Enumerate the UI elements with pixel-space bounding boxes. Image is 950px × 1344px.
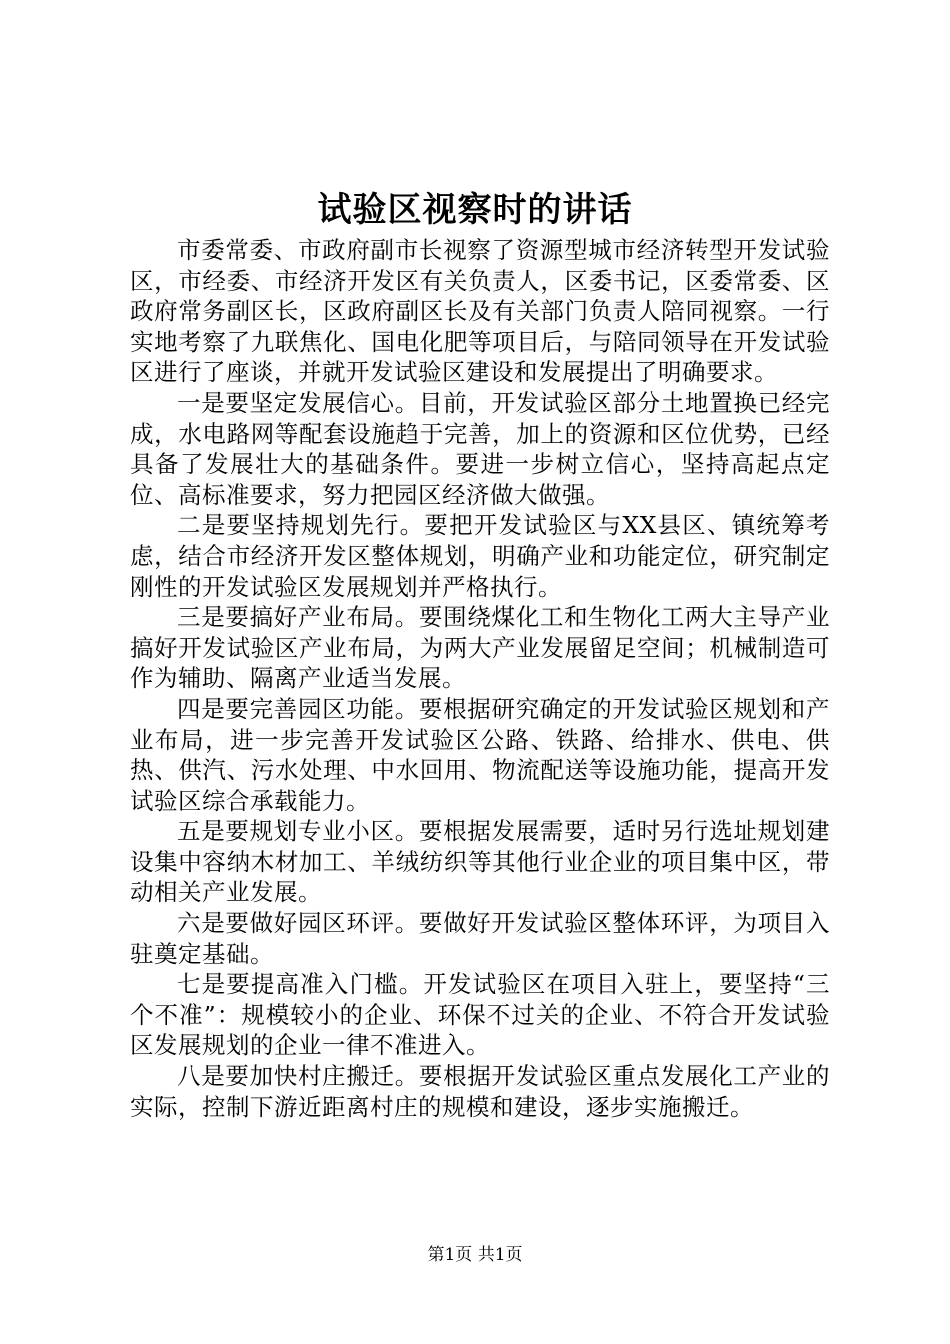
paragraph: 二是要坚持规划先行。要把开发试验区与XX县区、镇统筹考虑，结合市经济开发区整体规划，明确产业和功能定位，研究制定刚性的开发试验区发展规划并严格执行。 bbox=[130, 511, 830, 601]
document-title: 试验区视察时的讲话 bbox=[317, 190, 633, 230]
paragraph: 五是要规划专业小区。要根据发展需要，适时另行选址规划建设集中容纳木材加工、羊绒纺织等其他行业企业的项目集中区，带动相关产业发展。 bbox=[130, 817, 830, 907]
document-body bbox=[130, 235, 830, 1122]
paragraph: 四是要完善园区功能。要根据研究确定的开发试验区规划和产业布局，进一步完善开发试验区公路、铁路、给排水、供电、供热、供汽、污水处理、中水回用、物流配送等设施功能，提高开发试验区综合承载能力。 bbox=[130, 694, 830, 815]
paragraph: 六是要做好园区环评。要做好开发试验区整体环评，为项目入驻奠定基础。 bbox=[130, 909, 830, 968]
paragraph: 七是要提高准入门槛。开发试验区在项目入驻上，要坚持“三个不准”：规模较小的企业、环保不过关的企业、不符合开发试验区发展规划的企业一律不准进入。 bbox=[130, 970, 830, 1060]
page-footer: 第1页 共1页 bbox=[427, 1245, 523, 1265]
paragraph: 一是要坚定发展信心。目前，开发试验区部分土地置换已经完成，水电路网等配套设施趋于完善，加上的资源和区位优势，已经具备了发展壮大的基础条件。要进一步树立信心，坚持高起点定位、高标准要求，努力把园区经济做大做强。 bbox=[130, 388, 830, 509]
paragraph: 三是要搞好产业布局。要围绕煤化工和生物化工两大主导产业搞好开发试验区产业布局，为两大产业发展留足空间；机械制造可作为辅助、隔离产业适当发展。 bbox=[130, 603, 830, 693]
paragraph: 市委常委、市政府副市长视察了资源型城市经济转型开发试验区，市经委、市经济开发区有关负责人，区委书记，区委常委、区政府常务副区长，区政府副区长及有关部门负责人陪同视察。一行实地考察了九联焦化、国电化肥等项目后，与陪同领导在开发试验区进行了座谈，并就开发试验区建设和发展提出了明确要求。 bbox=[130, 236, 830, 387]
paragraph: 八是要加快村庄搬迁。要根据开发试验区重点发展化工产业的实际，控制下游近距离村庄的规模和建设，逐步实施搬迁。 bbox=[130, 1062, 830, 1121]
